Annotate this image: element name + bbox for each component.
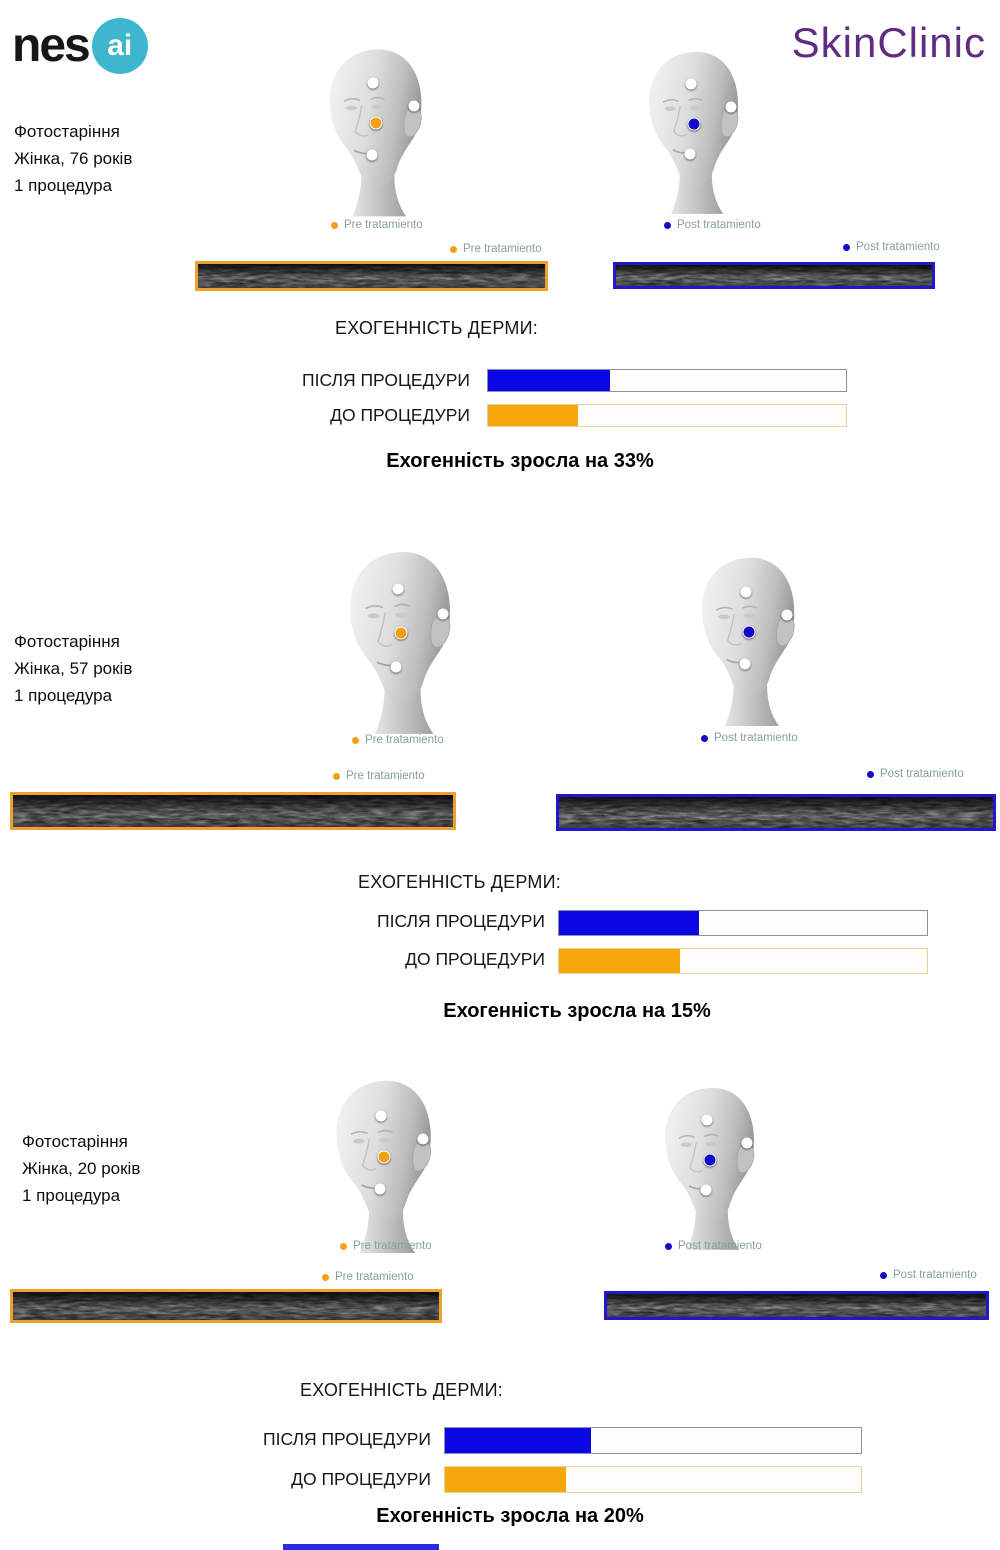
case-2-face-post [682, 553, 815, 729]
marker-dot-ear [726, 101, 737, 112]
marker-dot-cheek-post [688, 117, 701, 130]
nesai-logo-ai-text: ai [107, 29, 133, 62]
post-bullet-icon [880, 1272, 887, 1279]
case-3-condition: Фотостаріння [22, 1132, 128, 1151]
post-bullet-icon [867, 771, 874, 778]
case-1-condition: Фотостаріння [14, 122, 120, 141]
marker-dot-forehead [740, 586, 751, 597]
post-tag-label: Post tratamiento [678, 1240, 762, 1252]
case-3-procedures: 1 процедура [22, 1186, 121, 1205]
case-1-ultrasound-pre [195, 261, 548, 291]
pre-bullet-icon [340, 1243, 347, 1250]
case-1-face-pre [310, 44, 442, 220]
post-tag-label: Post tratamiento [893, 1269, 977, 1281]
case-2-post-strip-tag [867, 768, 964, 780]
case-2-pre-strip-tag [333, 770, 425, 782]
case-1-patient: Жінка, 76 років [14, 149, 133, 168]
case-1-post-face-tag [664, 219, 761, 231]
case-1-after-bar-fill [488, 370, 610, 391]
case-1-pre-strip-tag [450, 243, 542, 255]
case-3-before-bar-fill [445, 1467, 566, 1492]
pre-bullet-icon [450, 246, 457, 253]
case-3-face-pre [316, 1076, 452, 1256]
case-3-ultrasound-pre [10, 1289, 442, 1323]
marker-dot-jaw [391, 661, 402, 672]
post-bullet-icon [701, 735, 708, 742]
case-1-after-bar [487, 369, 847, 392]
post-tag-label: Post tratamiento [677, 219, 761, 231]
post-bullet-icon [665, 1243, 672, 1250]
head-render [310, 44, 442, 220]
case-1-info [14, 118, 132, 199]
pre-tag-label: Pre tratamiento [365, 734, 444, 746]
marker-dot-ear [418, 1134, 429, 1145]
case-1-result: Ехогенність зросла на 33% [386, 450, 654, 472]
case-1-ultrasound-post [613, 262, 935, 289]
case-1-face-post [630, 47, 758, 217]
nesai-logo-circle [92, 18, 148, 74]
case-1-before-bar [487, 404, 847, 427]
post-tag-label: Post tratamiento [880, 768, 964, 780]
case-2-after-label: ПІСЛЯ ПРОЦЕДУРИ [377, 911, 545, 931]
pre-tag-label: Pre tratamiento [344, 219, 423, 231]
pre-tag-label: Pre tratamiento [353, 1240, 432, 1252]
case-3-info [22, 1128, 140, 1209]
case-2-after-bar [558, 910, 928, 936]
pre-bullet-icon [331, 222, 338, 229]
marker-dot-jaw [374, 1184, 385, 1195]
pre-bullet-icon [322, 1274, 329, 1281]
case-1-pre-face-tag [331, 219, 423, 231]
case-2-face-pre [328, 547, 473, 737]
head-render [646, 1083, 774, 1253]
post-tag-label: Post tratamiento [714, 732, 798, 744]
case-2-before-label: ДО ПРОЦЕДУРИ [405, 949, 545, 969]
case-2-pre-face-tag [352, 734, 444, 746]
case-3-pre-face-tag [340, 1240, 432, 1252]
head-render [630, 47, 758, 217]
case-2-patient: Жінка, 57 років [14, 659, 133, 678]
case-1-procedures: 1 процедура [14, 176, 113, 195]
marker-dot-ear [782, 609, 793, 620]
case-2-after-bar-fill [559, 911, 699, 935]
case-2-result: Ехогенність зросла на 15% [443, 1000, 711, 1022]
case-2-procedures: 1 процедура [14, 686, 113, 705]
case-2-post-face-tag [701, 732, 798, 744]
ultrasound-noise [616, 265, 932, 286]
case-3-face-post [646, 1083, 774, 1253]
marker-dot-ear [742, 1137, 753, 1148]
nesai-logo-text: nes [12, 19, 89, 72]
case-2-echo-heading: ЕХОГЕННІСТЬ ДЕРМИ: [358, 872, 561, 892]
head-render [316, 1076, 452, 1256]
marker-dot-cheek-post [704, 1153, 717, 1166]
case-2-info [14, 628, 132, 709]
case-1-after-label: ПІСЛЯ ПРОЦЕДУРИ [302, 370, 470, 390]
ultrasound-noise [13, 795, 453, 827]
case-2-ultrasound-pre [10, 792, 456, 830]
nesai-logo [12, 18, 148, 74]
case-1-echo-heading: ЕХОГЕННІСТЬ ДЕРМИ: [335, 318, 538, 338]
marker-dot-forehead [392, 583, 403, 594]
post-bullet-icon [843, 244, 850, 251]
case-3-result: Ехогенність зросла на 20% [376, 1505, 644, 1527]
skinclinic-logo: SkinClinic [791, 19, 986, 66]
head-render [328, 547, 473, 737]
marker-dot-cheek-pre [394, 626, 407, 639]
pre-tag-label: Pre tratamiento [335, 1271, 414, 1283]
pre-tag-label: Pre tratamiento [463, 243, 542, 255]
ultrasound-noise [559, 797, 993, 828]
case-1-before-bar-fill [488, 405, 578, 426]
marker-dot-ear [437, 608, 448, 619]
case-3-ultrasound-post [604, 1291, 989, 1320]
ultrasound-noise [198, 264, 545, 288]
ultrasound-noise [13, 1292, 439, 1320]
case-3-echo-heading: ЕХОГЕННІСТЬ ДЕРМИ: [300, 1380, 503, 1400]
marker-dot-forehead [686, 79, 697, 90]
head-render [682, 553, 815, 729]
post-tag-label: Post tratamiento [856, 241, 940, 253]
post-bullet-icon [664, 222, 671, 229]
marker-dot-cheek-pre [370, 117, 383, 130]
case-3-pre-strip-tag [322, 1271, 414, 1283]
marker-dot-cheek-post [742, 626, 755, 639]
case-1-post-strip-tag [843, 241, 940, 253]
ultrasound-noise [607, 1294, 986, 1317]
pre-bullet-icon [333, 773, 340, 780]
case-3-before-bar [444, 1466, 862, 1493]
case-3-after-label: ПІСЛЯ ПРОЦЕДУРИ [263, 1429, 431, 1449]
case-3-after-bar [444, 1427, 862, 1454]
marker-dot-jaw [701, 1185, 712, 1196]
case-2-before-bar [558, 948, 928, 974]
marker-dot-cheek-pre [378, 1151, 391, 1164]
marker-dot-ear [409, 100, 420, 111]
case-3-post-strip-tag [880, 1269, 977, 1281]
case-3-before-label: ДО ПРОЦЕДУРИ [291, 1469, 431, 1489]
case-3-post-face-tag [665, 1240, 762, 1252]
case-1-before-label: ДО ПРОЦЕДУРИ [330, 405, 470, 425]
case-3-after-bar-fill [445, 1428, 591, 1453]
marker-dot-jaw [739, 658, 750, 669]
marker-dot-jaw [367, 149, 378, 160]
case-2-ultrasound-post [556, 794, 996, 831]
case-3-patient: Жінка, 20 років [22, 1159, 141, 1178]
marker-dot-forehead [368, 77, 379, 88]
marker-dot-forehead [376, 1110, 387, 1121]
marker-dot-forehead [702, 1115, 713, 1126]
bottom-bar-sliver [283, 1544, 439, 1550]
case-2-before-bar-fill [559, 949, 680, 973]
marker-dot-jaw [685, 149, 696, 160]
pre-bullet-icon [352, 737, 359, 744]
case-2-condition: Фотостаріння [14, 632, 120, 651]
pre-tag-label: Pre tratamiento [346, 770, 425, 782]
